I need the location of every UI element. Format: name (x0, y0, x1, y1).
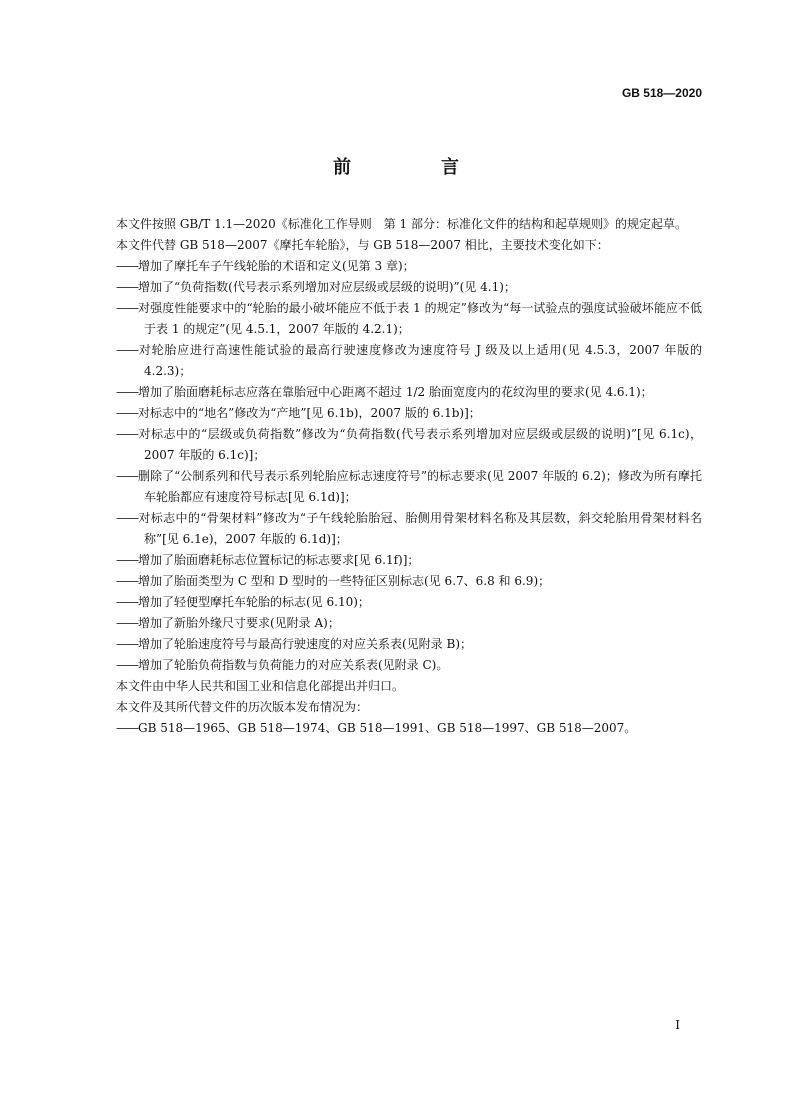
change-item (90, 466, 702, 508)
change-text: 对轮胎应进行高速性能试验的最高行驶速度修改为速度符号 J 级及以上适用(见 4.5.3，2007 年版的 4.2.3)； (138, 343, 702, 378)
change-text: 对强度性能要求中的“轮胎的最小破坏能应不低于表 1 的规定”修改为“每一试验点的强度试验破坏能应不低于表 1 的规定”(见 4.5.1，2007 年版的 4.2.1)； (138, 301, 702, 336)
dash-marker: —— (116, 721, 138, 735)
dash-marker: —— (116, 637, 138, 651)
change-text: 增加了“负荷指数(代号表示系列增加对应层级或层级的说明)”(见 4.1)； (138, 280, 516, 294)
change-item (90, 613, 702, 634)
page-title: 前 言 (333, 157, 495, 178)
change-item (90, 256, 702, 277)
dash-marker: —— (116, 469, 138, 483)
change-text: 删除了“公制系列和代号表示系列轮胎应标志速度符号”的标志要求(见 2007 年版的 6.2)；修改为所有摩托车轮胎都应有速度符号标志[见 6.1d)]； (138, 469, 702, 504)
change-text: 增加了轻便型摩托车轮胎的标志(见 6.10)； (138, 595, 370, 609)
change-item (90, 508, 702, 550)
change-item (90, 340, 702, 382)
dash-marker: —— (116, 427, 138, 441)
change-text: 增加了胎面磨耗标志位置标记的标志要求[见 6.1f)]； (138, 553, 420, 567)
dash-marker: —— (116, 301, 138, 315)
dash-marker: —— (116, 385, 138, 399)
history-item (90, 718, 702, 739)
change-item (90, 592, 702, 613)
page-number: I (675, 1018, 680, 1032)
intro-paragraph-2: 本文件代替 GB 518—2007《摩托车轮胎》，与 GB 518—2007 相比，主要技术变化如下： (116, 238, 609, 252)
change-item (90, 298, 702, 340)
foreword-body (90, 214, 702, 739)
dash-marker: —— (116, 259, 138, 273)
dash-marker: —— (116, 595, 138, 609)
dash-marker: —— (116, 406, 138, 420)
dash-marker: —— (116, 616, 138, 630)
standard-code: GB 518—2020 (621, 86, 702, 100)
change-text: 对标志中的“地名”修改为“产地”[见 6.1b)，2007 版的 6.1b)]； (138, 406, 481, 420)
change-item (90, 277, 702, 298)
history-text: GB 518—1965、GB 518—1974、GB 518—1991、GB 518—1997、GB 518—2007。 (138, 721, 637, 735)
change-text: 增加了胎面磨耗标志应落在靠胎冠中心距离不超过 1/2 胎面宽度内的花纹沟里的要求(见 4.6.1)； (138, 385, 653, 399)
dash-marker: —— (116, 574, 138, 588)
change-text: 增加了摩托车子午线轮胎的术语和定义(见第 3 章)； (138, 259, 415, 273)
change-item (90, 403, 702, 424)
change-text: 对标志中的“骨架材料”修改为“子午线轮胎胎冠、胎侧用骨架材料名称及其层数，斜交轮胎用骨架材料名称”[见 6.1e)，2007 年版的 6.1d)]； (138, 511, 702, 546)
change-item (90, 571, 702, 592)
history-intro-paragraph: 本文件及其所代替文件的历次版本发布情况为： (116, 700, 369, 714)
dash-marker: —— (116, 553, 138, 567)
change-text: 对标志中的“层级或负荷指数”修改为“负荷指数(代号表示系列增加对应层级或层级的说明)”[见 6.1c)，2007 年版的 6.1c)]； (138, 427, 702, 462)
change-text: 增加了新胎外缘尺寸要求(见附录 A)； (138, 616, 340, 630)
intro-paragraph-1: 本文件按照 GB/T 1.1—2020《标准化工作导则 第 1 部分：标准化文件的结构和起草规则》的规定起草。 (116, 217, 687, 231)
change-item (90, 550, 702, 571)
dash-marker: —— (116, 280, 138, 294)
change-item (90, 382, 702, 403)
change-text: 增加了轮胎速度符号与最高行驶速度的对应关系表(见附录 B)； (138, 637, 472, 651)
responsibility-paragraph: 本文件由中华人民共和国工业和信息化部提出并归口。 (116, 679, 405, 693)
change-text: 增加了胎面类型为 C 型和 D 型时的一些特征区别标志(见 6.7、6.8 和 6.9)； (138, 574, 551, 588)
change-text: 增加了轮胎负荷指数与负荷能力的对应关系表(见附录 C)。 (138, 658, 449, 672)
change-item (90, 634, 702, 655)
dash-marker: —— (116, 658, 138, 672)
change-item (90, 655, 702, 676)
dash-marker: —— (116, 511, 138, 525)
dash-marker: —— (116, 343, 138, 357)
change-item (90, 424, 702, 466)
